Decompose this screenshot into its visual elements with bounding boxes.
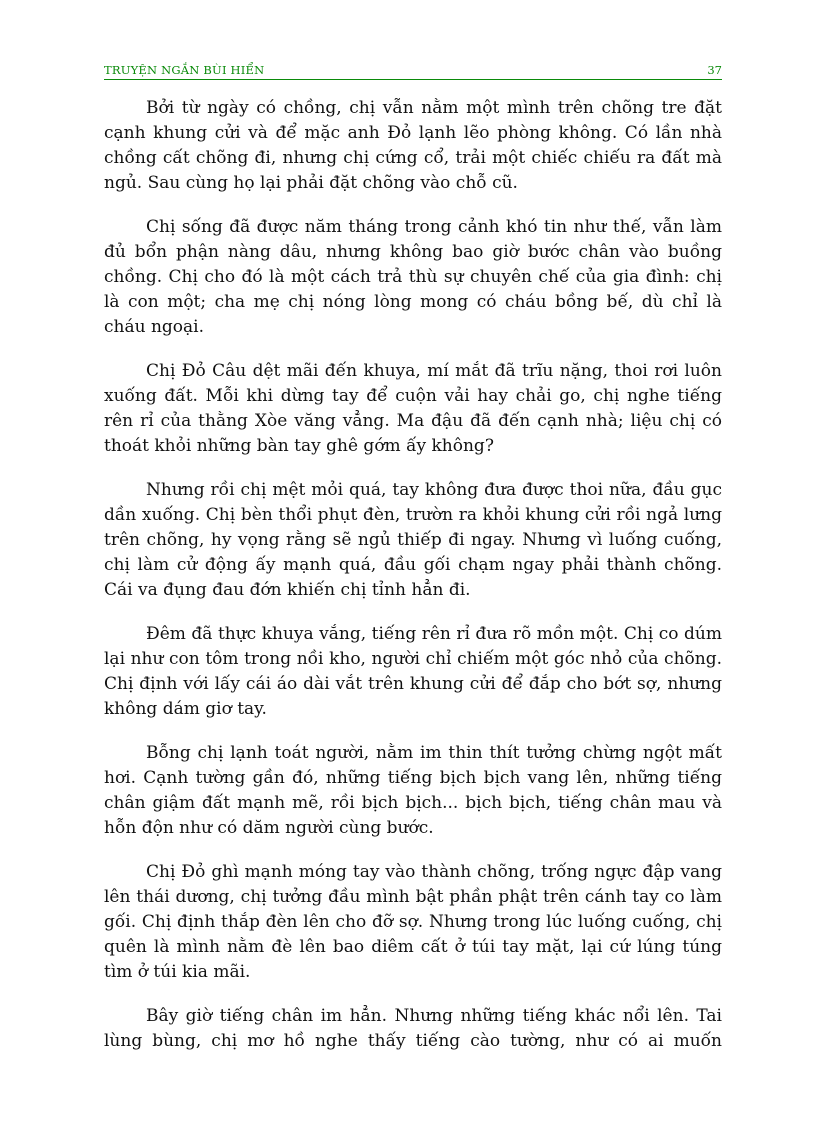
paragraph: Bởi từ ngày có chồng, chị vẫn nằm một mình trên chõng tre đặt cạnh khung cửi và để mặc anh Đỏ lạnh lẽo phòng không. Có lần nhà chồng cất chõng đi, nhưng chị cứng cổ, trải một chiếc chiếu ra đất mà ngủ. Sau cùng họ lại phải đặt chõng vào chỗ cũ.: [104, 98, 722, 193]
paragraph: Bỗng chị lạnh toát người, nằm im thin thít tưởng chừng ngột mất hơi. Cạnh tường gần đó, những tiếng bịch bịch vang lên, những tiếng chân giậm đất mạnh mẽ, rồi bịch bịch... bịch bịch, tiếng chân mau và hỗn độn như có dăm người cùng bước.: [104, 743, 722, 838]
running-header: [104, 61, 722, 80]
paragraph: Chị sống đã được năm tháng trong cảnh khó tin như thế, vẫn làm đủ bổn phận nàng dâu, nhưng không bao giờ bước chân vào buồng chồng. Chị cho đó là một cách trả thù sự chuyên chế của gia đình: chị là con một; cha mẹ chị nóng lòng mong có cháu bồng bế, dù chỉ là cháu ngoại.: [104, 217, 722, 337]
body-text: [104, 96, 722, 1054]
paragraph: Chị Đỏ Câu dệt mãi đến khuya, mí mắt đã trĩu nặng, thoi rơi luôn xuống đất. Mỗi khi dừng tay để cuộn vải hay chải go, chị nghe tiếng rên rỉ của thằng Xòe văng vẳng. Ma đậu đã đến cạnh nhà; liệu chị có thoát khỏi những bàn tay ghê gớm ấy không?: [104, 361, 722, 456]
paragraph: Nhưng rồi chị mệt mỏi quá, tay không đưa được thoi nữa, đầu gục dần xuống. Chị bèn thổi phụt đèn, trườn ra khỏi khung cửi rồi ngả lưng trên chõng, hy vọng rằng sẽ ngủ thiếp đi ngay. Nhưng vì luống cuống, chị làm cử động ấy mạnh quá, đầu gối chạm ngay phải thành chõng. Cái va đụng đau đớn khiến chị tỉnh hẳn đi.: [104, 480, 722, 600]
paragraph: Chị Đỏ ghì mạnh móng tay vào thành chõng, trống ngực đập vang lên thái dương, chị tưởng đầu mình bật phần phật trên cánh tay co làm gối. Chị định thắp đèn lên cho đỡ sợ. Nhưng trong lúc luống cuống, chị quên là mình nằm đè lên bao diêm cất ở túi tay mặt, lại cứ lúng túng tìm ở túi kia mãi.: [104, 862, 722, 982]
book-title: TRUYỆN NGẮN BÙI HIỂN: [104, 63, 265, 77]
paragraph: Đêm đã thực khuya vắng, tiếng rên rỉ đưa rõ mồn một. Chị co dúm lại như con tôm trong nồi kho, người chỉ chiếm một góc nhỏ của chõng. Chị định với lấy cái áo dài vắt trên khung cửi để đắp cho bớt sợ, nhưng không dám giơ tay.: [104, 624, 722, 719]
paragraph: Bây giờ tiếng chân im hẳn. Nhưng những tiếng khác nổi lên. Tai lùng bùng, chị mơ hồ nghe thấy tiếng cào tường, như có ai muốn: [104, 1006, 722, 1051]
page-number: 37: [707, 63, 722, 77]
